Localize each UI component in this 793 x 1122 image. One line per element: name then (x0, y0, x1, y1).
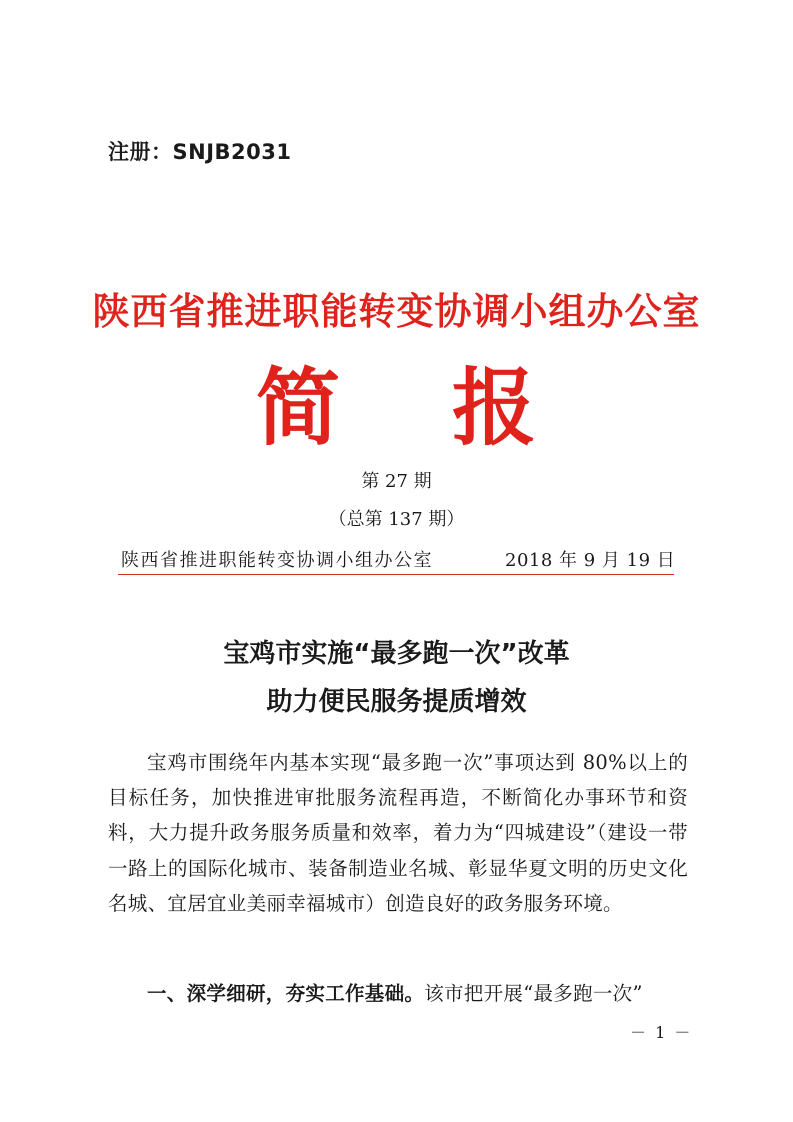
bulletin-title-char-1: 简 (256, 359, 341, 457)
headline-line-1: 宝鸡市实施“最多跑一次”改革 (223, 639, 570, 669)
section-1-paragraph (108, 976, 688, 1011)
issuer-title: 陕西省推进职能转变协调小组办公室 (92, 290, 701, 333)
page-number: － 1 － (630, 1023, 693, 1042)
section-1-text: 该市把开展“最多跑一次” (424, 982, 643, 1005)
masthead-date: 2018 年 9 月 19 日 (505, 550, 676, 571)
masthead-divider (118, 574, 674, 575)
issue-number: 第 27 期 (361, 471, 432, 492)
headline-line-2: 助力便民服务提质增效 (266, 687, 527, 717)
registration-number: 注册：SNJB2031 (108, 140, 292, 164)
bulletin-title-char-2: 报 (452, 359, 537, 457)
section-1-heading: 一、深学细研，夯实工作基础。 (147, 982, 425, 1005)
body-paragraph: 宝鸡市围绕年内基本实现“最多跑一次”事项达到 80%以上的目标任务，加快推进审批服务流程再造，不断简化办事环节和资料，大力提升政务服务质量和效率，着力为“四城建设”（建设一带一路上的国际化城市、装备制造业名城、彰显华夏文明的历史文化名城、宜居宜业美丽幸福城市）创造良好的政务服务环境。 (108, 751, 688, 915)
masthead-organization: 陕西省推进职能转变协调小组办公室 (121, 550, 433, 571)
issue-total-number: （总第 137 期） (328, 509, 465, 530)
